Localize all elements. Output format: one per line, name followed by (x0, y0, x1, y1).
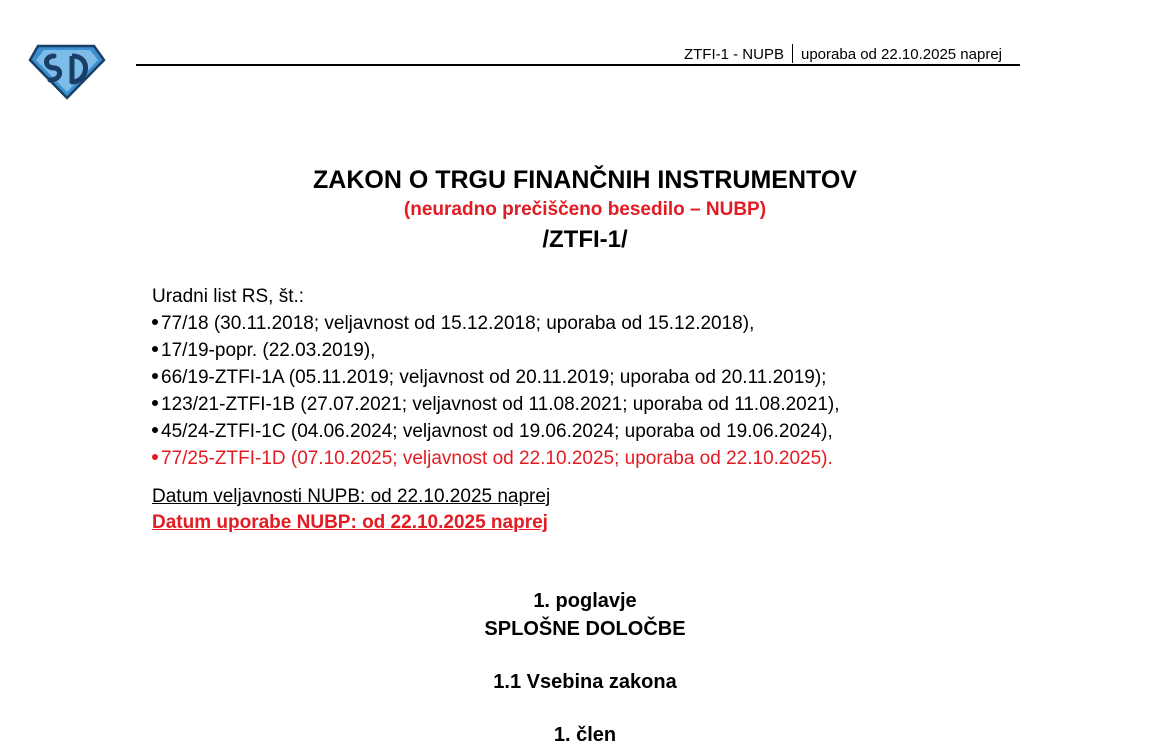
gazette-item: 17/19-popr. (22.03.2019), (152, 337, 840, 364)
validity-date: Datum veljavnosti NUPB: od 22.10.2025 naprej (152, 486, 551, 507)
gazette-item: 66/19-ZTFI-1A (05.11.2019; veljavnost od 20.11.2019; uporaba od 20.11.2019); (152, 364, 840, 391)
header-usage: uporaba od 22.10.2025 naprej (800, 46, 1002, 63)
law-title: ZAKON O TRGU FINANČNIH INSTRUMENTOV (313, 166, 857, 194)
chapter-number: 1. poglavje (533, 590, 637, 612)
bullet-icon (152, 319, 158, 325)
gazette-label: Uradni list RS, št.: (152, 286, 305, 307)
bullet-icon (152, 454, 158, 460)
bullet-icon (152, 427, 158, 433)
gazette-item: 45/24-ZTFI-1C (04.06.2024; veljavnost od 19.06.2024; uporaba od 19.06.2024), (152, 418, 840, 445)
header-rule (136, 64, 1020, 66)
chapter-title: SPLOŠNE DOLOČBE (484, 618, 686, 640)
article-number: 1. člen (553, 724, 617, 746)
running-header (684, 44, 1002, 63)
gazette-item: 123/21-ZTFI-1B (27.07.2021; veljavnost od 11.08.2021; uporaba od 11.08.2021), (152, 391, 840, 418)
gazette-item: 77/18 (30.11.2018; veljavnost od 15.12.2018; uporaba od 15.12.2018), (152, 310, 840, 337)
section-title: 1.1 Vsebina zakona (493, 671, 677, 693)
usage-date: Datum uporabe NUBP: od 22.10.2025 naprej (152, 512, 548, 533)
bullet-icon (152, 400, 158, 406)
official-gazette-list (152, 283, 840, 472)
law-abbreviation: /ZTFI-1/ (542, 226, 628, 253)
bullet-icon (152, 373, 158, 379)
gazette-item-latest: 77/25-ZTFI-1D (07.10.2025; veljavnost od 22.10.2025; uporaba od 22.10.2025). (152, 445, 840, 472)
publisher-logo (28, 38, 106, 100)
header-doc-code: ZTFI-1 - NUPB (683, 46, 784, 63)
effective-dates (152, 484, 550, 536)
header-separator (792, 44, 793, 63)
bullet-icon (152, 346, 158, 352)
law-subtitle: (neuradno prečiščeno besedilo – NUBP) (403, 199, 767, 220)
